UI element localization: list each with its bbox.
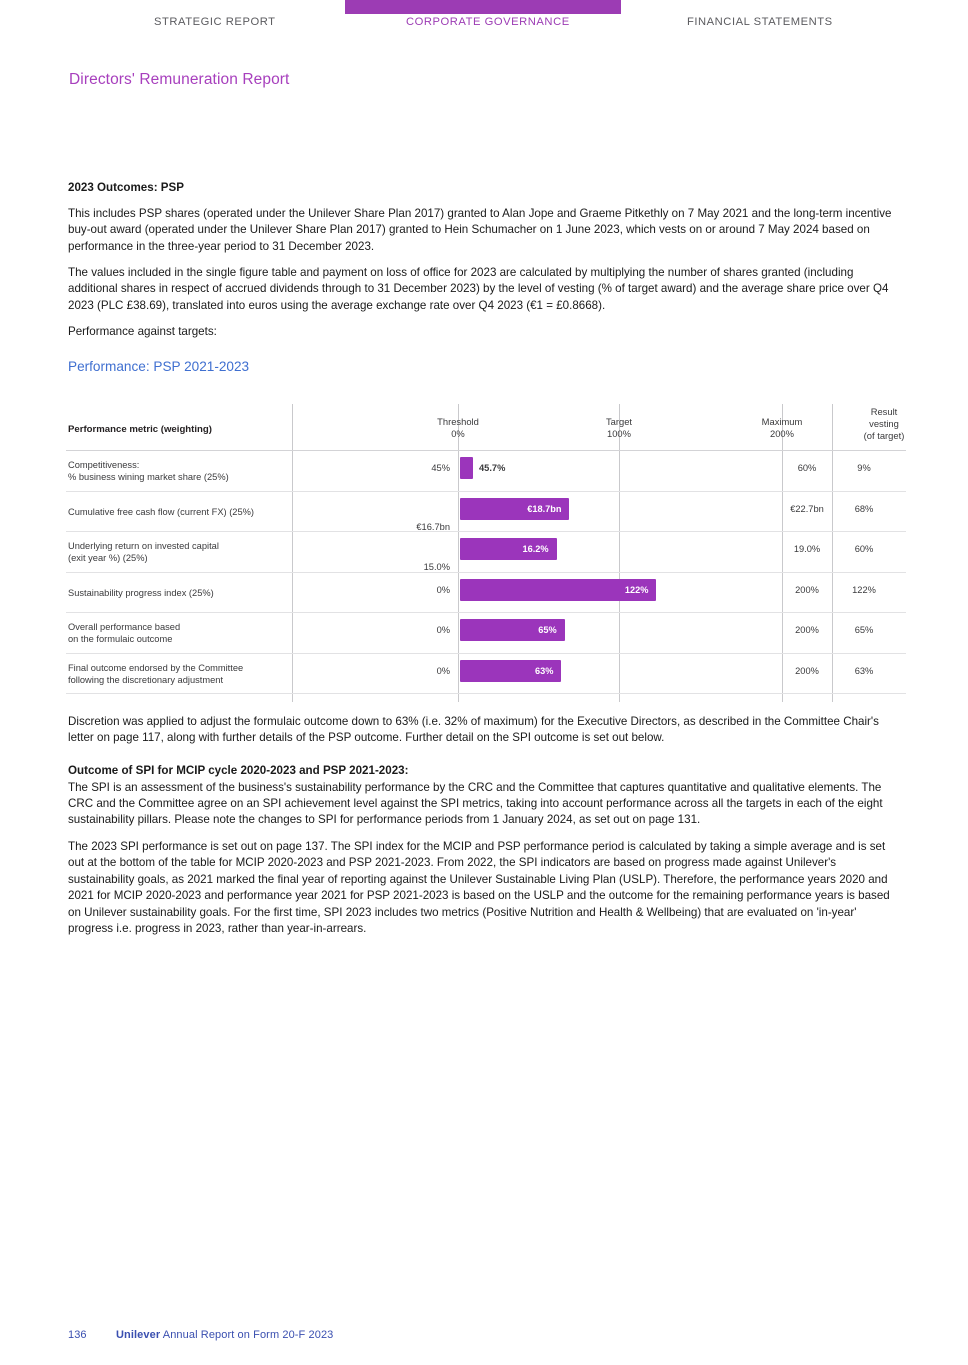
- chart-row-threshold-value-3: 0%: [436, 584, 450, 595]
- column-header-result-line-1: Result: [870, 406, 898, 417]
- chart-row-maximum-value-2: 19.0%: [793, 544, 821, 554]
- paragraph-values-calculation: The values included in the single figure table and payment on loss of office for 2023 are calculated by multiplying the number of shares granted (including additional shares in respect of accrued dividends through to 31 December 2023) by the level of vesting (% of target award) and the average share price over Q4 2023 (PLC £38.69), translated into euros using the average exchange rate over Q4 2023 (€1 = £0.8668).: [68, 266, 889, 312]
- column-header-target: [549, 416, 689, 440]
- tab-corporate-governance[interactable]: CORPORATE GOVERNANCE: [406, 16, 570, 28]
- chart-row-bar-label-5: 63%: [535, 665, 554, 676]
- metric-label-line-2: on the formulaic outcome: [68, 634, 173, 645]
- chart-row-bar-label-1: €18.7bn: [527, 503, 562, 514]
- column-header-metric: Performance metric (weighting): [68, 424, 212, 435]
- paragraph-performance-against-targets: Performance against targets:: [68, 325, 217, 339]
- chart-gridline-vertical-1: [458, 404, 459, 702]
- metric-label-line-1: Underlying return on invested capital: [68, 541, 219, 551]
- chart-row-threshold-value-5: 0%: [436, 665, 450, 676]
- column-header-maximum-line-2: 200%: [770, 428, 794, 440]
- content-below-chart: [68, 714, 900, 948]
- chart-row-threshold-value-2: 15.0%: [423, 562, 450, 572]
- chart-row-separator-3: [66, 612, 906, 613]
- chart-header-rule: [66, 450, 906, 451]
- metric-label-line-1: Competitiveness:: [68, 460, 140, 470]
- chart-row-maximum-value-5: 200%: [795, 665, 819, 676]
- chart-row-separator-0: [66, 491, 906, 492]
- performance-psp-chart: [66, 404, 906, 702]
- metric-label-line-2: following the discretionary adjustment: [68, 674, 224, 685]
- paragraph-discretion: Discretion was applied to adjust the formulaic outcome down to 63% (i.e. 32% of maximum) for the Executive Directors, as described in the Committee Chair's letter on page 117, along with further details of the PSP outcome. Further detail on the SPI outcome is set out below.: [68, 715, 879, 745]
- column-header-maximum-line-1: Maximum: [761, 416, 803, 427]
- footer-document-title: Annual Report on Form 20-F 2023: [160, 1329, 334, 1341]
- chart-row-maximum-value-4: 200%: [795, 625, 819, 635]
- metric-label-line-1: Sustainability progress index (25%): [68, 587, 214, 598]
- tab-strategic-report[interactable]: STRATEGIC REPORT: [154, 16, 276, 28]
- chart-row-separator-4: [66, 653, 906, 654]
- chart-row-result-value-5: 63%: [854, 665, 874, 676]
- active-tab-marker: [345, 0, 621, 14]
- chart-row-bar-label-2: 16.2%: [522, 544, 549, 554]
- chart-row-result-value-2: 60%: [854, 544, 874, 554]
- chart-row-metric-label-1: [68, 506, 293, 518]
- column-header-result-line-2: vesting: [869, 418, 899, 430]
- chart-row-result-value-1: 68%: [854, 503, 874, 514]
- top-navigation: [0, 0, 968, 40]
- column-header-target-line-2: 100%: [607, 428, 631, 440]
- metric-label-line-2: % business wining market share (25%): [68, 472, 229, 483]
- paragraph-spi-performance: The 2023 SPI performance is set out on page 137. The SPI index for the MCIP and PSP performance period is calculated by taking a simple average and is set out at the bottom of the table for MCIP 2020-2023 and PSP 2021-2023. From 2022, the SPI indicators are based on progress made against Unilever's sustainability goals, as 2021 marked the final year of reporting against the Unilever Sustainable Living Plan (USLP). Therefore, the performance years 2020 and 2021 for MCIP 2020-2023 and performance year 2021 for PSP 2021-2023 is based on the USLP and the outcome for the remaining performance years is based on Unilever sustainability goals. For the first time, SPI 2023 includes two metrics (Positive Nutrition and Health & Wellbeing) that are evaluated on 'in-year' progress i.e. progress in 2023, rather than year-in-arrears.: [68, 839, 890, 936]
- chart-row-threshold-value-4: 0%: [436, 625, 450, 635]
- footer-page-number: 136: [68, 1329, 87, 1341]
- chart-row-maximum-value-0: 60%: [797, 463, 817, 473]
- chart-row-separator-5: [66, 693, 906, 694]
- paragraph-spi-assessment: The SPI is an assessment of the business's sustainability performance by the CRC and the Committee that captures quantitative and qualitative elements. The CRC and the Committee agree on an SPI achievement level against the SPI metrics, taking into account performance across all the targets in each of the eight sustainability pillars. Please note the changes to SPI for performance periods from 1 January 2024, as set out on page 131.: [68, 780, 883, 827]
- column-header-threshold: [388, 416, 528, 440]
- chart-row-metric-label-4: [68, 621, 293, 646]
- metric-label-line-1: Overall performance based: [68, 622, 181, 632]
- chart-row-result-value-4: 65%: [854, 625, 874, 635]
- chart-row-bar-label-4: 65%: [538, 625, 557, 635]
- chart-row-separator-1: [66, 531, 906, 532]
- column-header-threshold-line-1: Threshold: [437, 416, 479, 427]
- column-header-target-line-1: Target: [605, 416, 633, 427]
- chart-row-result-value-0: 9%: [857, 463, 871, 473]
- page-title: Directors' Remuneration Report: [69, 71, 290, 88]
- chart-row-separator-2: [66, 572, 906, 573]
- column-header-result: [814, 406, 954, 442]
- content-above-chart: [68, 180, 900, 382]
- metric-label-line-1: Cumulative free cash flow (current FX) (25%): [68, 506, 254, 517]
- chart-row-metric-label-5: [68, 662, 293, 687]
- tab-financial-statements[interactable]: FINANCIAL STATEMENTS: [687, 16, 833, 28]
- chart-row-bar-label-0: 45.7%: [479, 463, 506, 473]
- footer-brand: Unilever: [116, 1329, 161, 1341]
- chart-title: Performance: PSP 2021-2023: [68, 358, 250, 374]
- metric-label-line-1: Final outcome endorsed by the Committee: [68, 662, 244, 673]
- chart-row-bar-0: [460, 457, 473, 479]
- column-header-result-line-3: (of target): [863, 430, 905, 442]
- page-footer: [68, 1329, 333, 1341]
- paragraph-psp-shares: This includes PSP shares (operated under the Unilever Share Plan 2017) granted to Alan Jope and Graeme Pitkethly on 7 May 2021 and the long-term incentive buy-out award (operated under the Unilever Share Plan 2017) granted to Hein Schumacher on 1 June 2023, which vests on or around 7 May 2024 based on performance in the three-year period to 31 December 2023.: [68, 206, 892, 253]
- metric-label-line-2: (exit year %) (25%): [68, 553, 148, 564]
- chart-gridline-vertical-2: [619, 404, 620, 702]
- chart-row-metric-label-0: [68, 459, 293, 484]
- section-heading-spi: Outcome of SPI for MCIP cycle 2020-2023 and PSP 2021-2023:: [68, 763, 409, 777]
- chart-row-maximum-value-3: 200%: [795, 584, 819, 595]
- chart-row-metric-label-3: [68, 587, 293, 599]
- chart-row-threshold-value-1: €16.7bn: [416, 521, 450, 532]
- chart-row-maximum-value-1: €22.7bn: [790, 503, 824, 514]
- chart-row-result-value-3: 122%: [852, 584, 876, 595]
- column-header-threshold-line-2: 0%: [451, 428, 465, 440]
- chart-row-metric-label-2: [68, 540, 293, 565]
- chart-row-threshold-value-0: 45%: [431, 463, 450, 473]
- chart-row-bar-label-3: 122%: [624, 584, 649, 595]
- section-heading: 2023 Outcomes: PSP: [68, 181, 184, 194]
- chart-gridline-vertical-3: [782, 404, 783, 702]
